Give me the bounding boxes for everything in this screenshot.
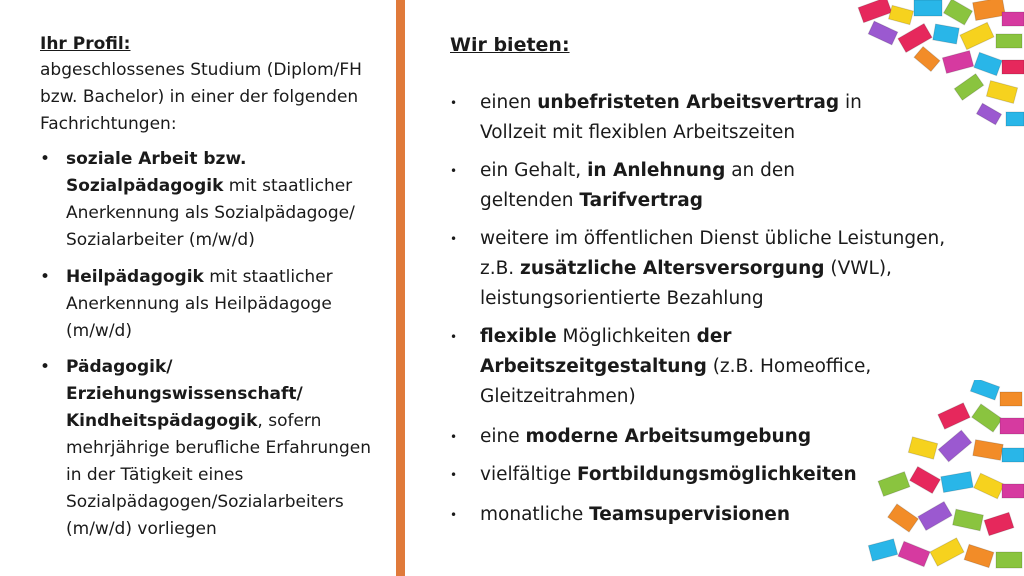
offer-item-supervision: monatliche Teamsupervisionen [480,504,791,525]
bullet: • [450,330,458,344]
bullet: • [450,430,458,444]
bullet: • [450,164,458,178]
toy-bricks-top-right-image [856,0,1024,140]
offer-item-contract: einen unbefristeten Arbeitsvertrag in Vollzeit mit flexiblen Arbeitszeiten [480,92,862,143]
offer-item-workplace: eine moderne Arbeitsumgebung [480,426,812,447]
offer-item-flexible-time: flexible Möglichkeiten der Arbeitszeitgestaltung (z.B. Homeoffice, Gleitzeitrahmen) [480,326,872,407]
profile-column [0,0,396,576]
profile-heading: Ihr Profil: [40,34,131,54]
bullet: • [40,357,51,377]
bullet: • [450,468,458,482]
bullet: • [450,96,458,110]
toy-bricks-bottom-right-image [840,380,1024,576]
bullet: • [450,232,458,246]
profile-item-paedagogik: Pädagogik/ Erziehungswissenschaft/ Kindheitspädagogik, sofern mehrjährige berufliche Erfahrungen in der Tätigkeit eines Sozialpädagogen/Sozialarbeiters (m/w/d) vorliegen [66,357,371,539]
bullet: • [40,149,51,169]
bullet: • [450,508,458,522]
offer-item-training: vielfältige Fortbildungsmöglichkeiten [480,464,857,485]
offer-item-salary: ein Gehalt, in Anlehnung an den geltenden Tarifvertrag [480,160,796,211]
offer-item-benefits: weitere im öffentlichen Dienst übliche Leistungen, z.B. zusätzliche Altersversorgung (VWL), leistungsorientierte Bezahlung [480,228,946,309]
profile-intro: abgeschlossenes Studium (Diplom/FH bzw. Bachelor) in einer der folgenden Fachrichtungen: [40,60,362,134]
profile-item-social-work: soziale Arbeit bzw. Sozialpädagogik mit staatlicher Anerkennung als Sozialpädagoge/ Sozialarbeiter (m/w/d) [66,149,355,250]
profile-item-heilpaedagogik: Heilpädagogik mit staatlicher Anerkennung als Heilpädagoge (m/w/d) [66,267,333,341]
bullet: • [40,267,51,287]
orange-divider [396,0,405,576]
offer-heading: Wir bieten: [450,34,570,56]
